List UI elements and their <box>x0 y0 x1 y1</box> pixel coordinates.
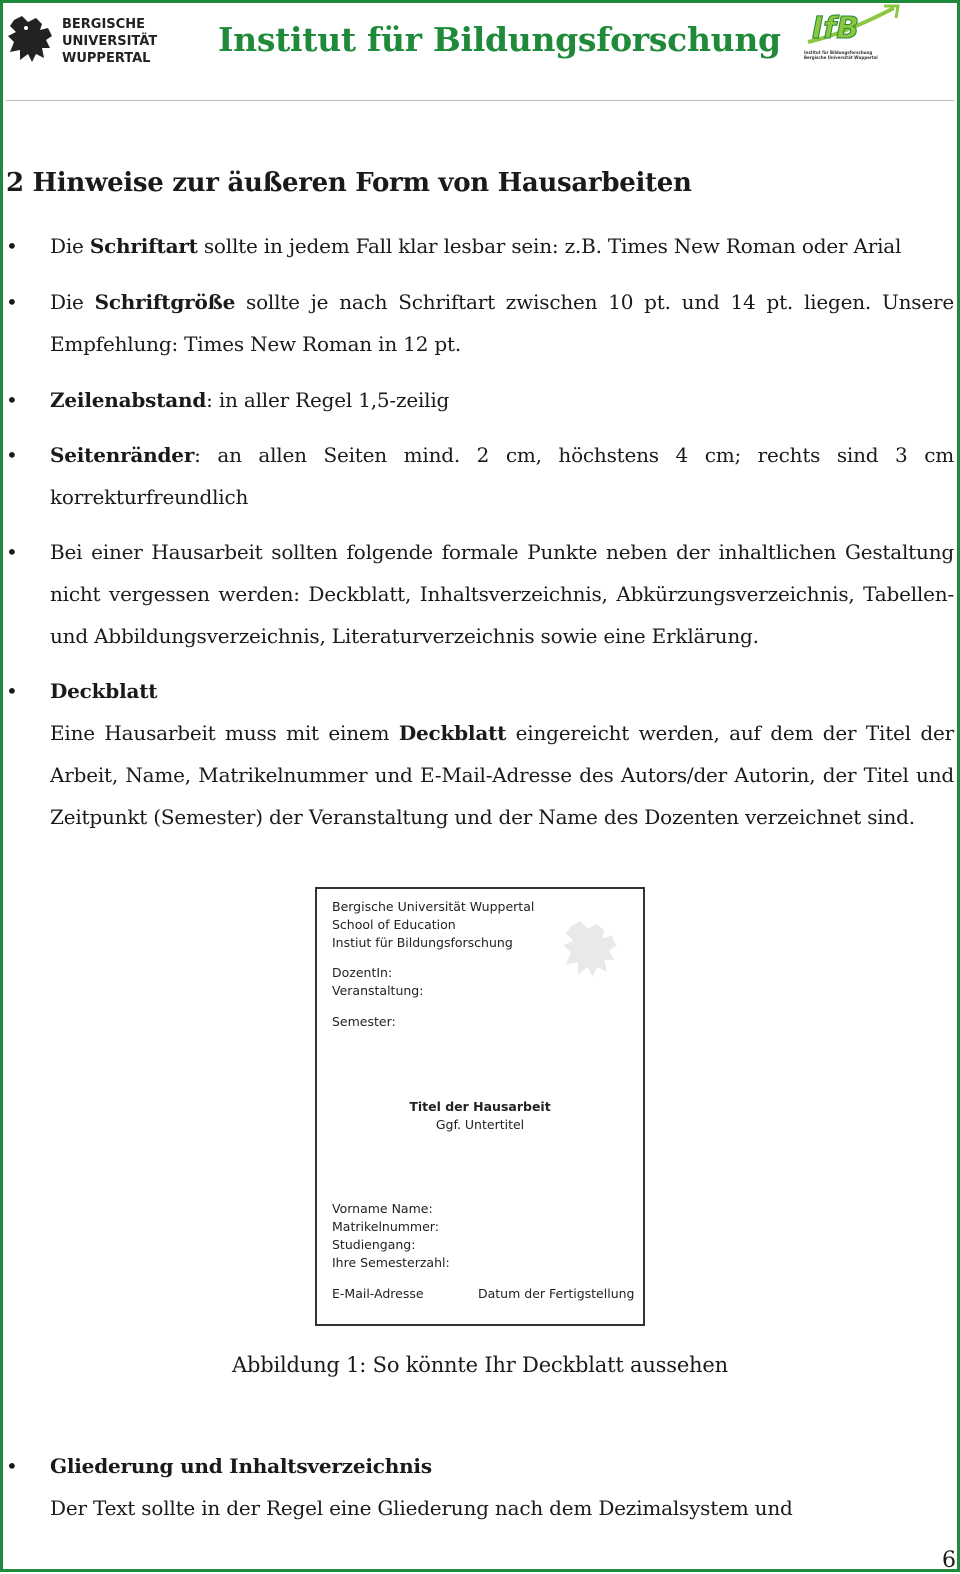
bullet: • <box>6 540 18 564</box>
list-item-text: Seitenränder: an allen Seiten mind. 2 cm, höchstens 4 cm; rechts sind 3 cm korrekturfreundlich <box>50 443 954 509</box>
institute-title: Institut für Bildungsforschung <box>218 20 781 59</box>
page-header <box>0 0 960 102</box>
list-item-text: Zeilenabstand: in aller Regel 1,5-zeilig <box>50 388 450 412</box>
cover-semester-count: Ihre Semesterzahl: <box>332 1255 450 1270</box>
list-item-heading: Gliederung und Inhaltsverzeichnis <box>50 1454 432 1478</box>
bullet: • <box>6 443 18 467</box>
list-item-text: Bei einer Hausarbeit sollten folgende formale Punkte neben der inhaltlichen Gestaltung nicht vergessen werden: Deckblatt, Inhaltsverzeichnis, Abkürzungsverzeichnis, Tabellen- und Abbildungsverzeichnis, Literaturverzeichnis sowie eine Erklärung. <box>50 540 954 648</box>
cover-student-id: Matrikelnummer: <box>332 1219 439 1234</box>
bullet: • <box>6 679 18 703</box>
list-item-text: Die Schriftart sollte in jedem Fall klar lesbar sein: z.B. Times New Roman oder Arial <box>50 234 902 258</box>
list-item-text: Die Schriftgröße sollte je nach Schriftart zwischen 10 pt. und 14 pt. liegen. Unsere Empfehlung: Times New Roman in 12 pt. <box>50 290 955 356</box>
list-item-text <box>50 1445 954 1529</box>
bullet: • <box>6 388 18 412</box>
header-divider <box>6 100 954 101</box>
bullet: • <box>6 234 18 258</box>
university-name: BERGISCHE UNIVERSITÄT WUPPERTAL <box>62 17 158 66</box>
list-item-heading: Deckblatt <box>50 679 158 703</box>
section-title: 2 Hinweise zur äußeren Form von Hausarbeiten <box>6 168 692 198</box>
cover-course: Veranstaltung: <box>332 983 424 998</box>
list-item-text <box>50 670 954 838</box>
cover-semester: Semester: <box>332 1014 396 1029</box>
cover-name: Vorname Name: <box>332 1201 433 1216</box>
list-item-paragraph: Der Text sollte in der Regel eine Gliederung nach dem Dezimalsystem und <box>50 1496 793 1520</box>
cover-sheet-figure <box>315 887 645 1326</box>
ifb-tagline: Institut für Bildungsforschung Bergische Universität Wuppertal <box>804 50 878 60</box>
cover-title: Titel der Hausarbeit <box>409 1099 551 1114</box>
cover-subtitle: Ggf. Untertitel <box>435 1117 525 1132</box>
ifb-logo-text: IfB <box>812 11 860 46</box>
cover-school: School of Education <box>332 917 456 932</box>
cover-program: Studiengang: <box>332 1237 416 1252</box>
lion-crest-icon <box>6 14 54 64</box>
university-logo <box>6 14 176 66</box>
cover-institute: Instiut für Bildungsforschung <box>332 935 513 950</box>
cover-lecturer: DozentIn: <box>332 965 393 980</box>
figure-caption: Abbildung 1: So könnte Ihr Deckblatt aussehen <box>232 1353 728 1377</box>
bullet: • <box>6 1454 18 1478</box>
watermark-lion-icon <box>561 919 619 979</box>
cover-university: Bergische Universität Wuppertal <box>332 899 535 914</box>
page-number: 6 <box>942 1548 956 1573</box>
bullet: • <box>6 290 18 314</box>
list-item-paragraph: Eine Hausarbeit muss mit einem Deckblatt eingereicht werden, auf dem der Titel der Arbeit, Name, Matrikelnummer und E-Mail-Adresse des Autors/der Autorin, der Titel und Zeitpunkt (Semester) der Veranstaltung und der Name des Dozenten verzeichnet sind. <box>50 721 954 829</box>
cover-email: E-Mail-Adresse <box>332 1286 424 1301</box>
cover-completion-date: Datum der Fertigstellung <box>478 1286 635 1301</box>
